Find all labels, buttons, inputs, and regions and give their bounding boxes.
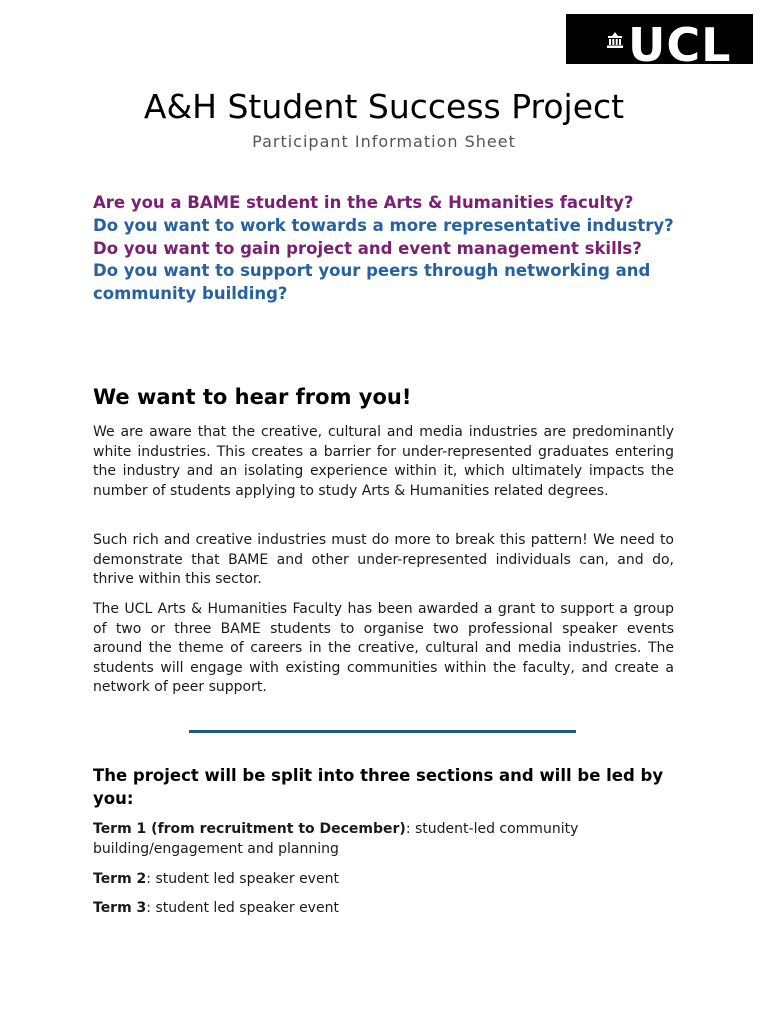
term-1-description: : student-led community building/engagement and planning: [93, 821, 579, 857]
question-representative-industry: Do you want to work towards a more representative industry?: [93, 215, 674, 235]
question-bame-student: Are you a BAME student in the Arts & Humanities faculty?: [93, 193, 634, 212]
term-1-item: [93, 820, 653, 859]
paragraph-industry-barrier: We are aware that the creative, cultural and media industries are predominantly white industries. This creates a barrier for under-represented graduates entering the industry and an isolating experience within it, which ultimately impacts the number of students applying to study Arts & Humanities related degrees.: [93, 424, 674, 499]
page-subtitle: Participant Information Sheet: [252, 132, 516, 151]
term-3-description: : student led speaker event: [146, 900, 339, 916]
section-divider: [189, 730, 576, 733]
term-1-label: Term 1 (from recruitment to December): [93, 821, 406, 837]
paragraph-grant: The UCL Arts & Humanities Faculty has been awarded a grant to support a group of two or three BAME students to organise two professional speaker events around the theme of careers in the creative, cultural and media industries. The students will engage with existing communities within the faculty, and create a network of peer support.: [93, 601, 674, 695]
ucl-wordmark: UCL: [628, 18, 732, 72]
ucl-logo: [566, 14, 753, 72]
paragraph-break-pattern: Such rich and creative industries must do more to break this pattern! We need to demonstrate that BAME and other under-represented individuals can, and do, thrive within this sector.: [93, 532, 674, 587]
hear-from-you-heading: We want to hear from you!: [93, 385, 412, 409]
term-2-description: : student led speaker event: [146, 871, 339, 887]
term-2-item: [93, 870, 653, 890]
term-3-item: [93, 899, 653, 919]
term-2-label: Term 2: [93, 871, 147, 887]
question-support-peers: Do you want to support your peers through networking and community building?: [93, 261, 651, 304]
page-title: A&H Student Success Project: [143, 87, 625, 126]
term-3-label: Term 3: [93, 900, 147, 916]
question-list: [93, 192, 683, 306]
sections-heading: The project will be split into three sections and will be led by you:: [93, 766, 664, 808]
question-management-skills: Do you want to gain project and event management skills?: [93, 238, 642, 258]
portico-icon: [606, 32, 624, 48]
